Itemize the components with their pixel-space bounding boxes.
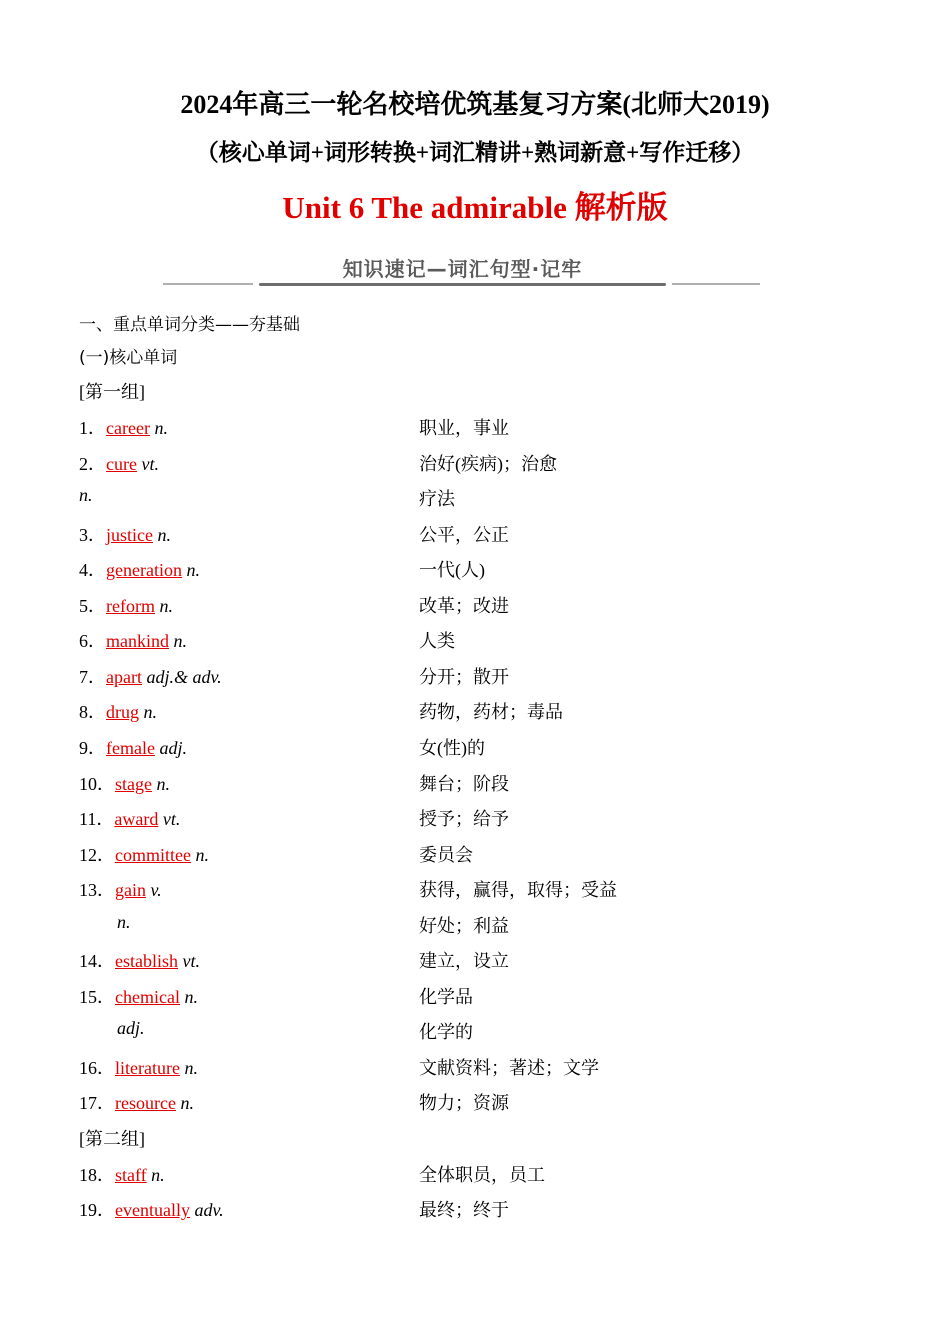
vocab-term bbox=[79, 414, 168, 440]
vocab-word: award bbox=[114, 809, 159, 829]
vocab-row bbox=[79, 734, 879, 762]
vocab-meaning: 物力；资源 bbox=[419, 1093, 509, 1113]
vocab-row bbox=[79, 1089, 879, 1117]
vocab-meaning: 文献资料；著述；文学 bbox=[419, 1058, 599, 1078]
vocab-word: cure bbox=[106, 454, 137, 474]
vocab-number: 11． bbox=[79, 809, 115, 829]
vocab-word: reform bbox=[106, 596, 155, 616]
vocab-word: female bbox=[106, 738, 155, 758]
banner-underline bbox=[259, 283, 666, 286]
vocab-row bbox=[79, 805, 879, 833]
vocab-term bbox=[79, 841, 209, 867]
vocab-number: 7． bbox=[79, 667, 106, 687]
section-subheading: (一)核心单词 bbox=[79, 348, 178, 368]
vocab-word: justice bbox=[106, 525, 153, 545]
vocab-word: apart bbox=[106, 667, 142, 687]
vocab-row bbox=[79, 698, 879, 726]
part-of-speech: n. bbox=[186, 560, 200, 580]
vocab-number: 5． bbox=[79, 596, 106, 616]
part-of-speech: vt. bbox=[141, 454, 159, 474]
vocab-term bbox=[79, 983, 198, 1009]
vocab-word: generation bbox=[106, 560, 182, 580]
part-of-speech: n. bbox=[79, 485, 93, 505]
vocab-term bbox=[79, 1089, 194, 1115]
vocab-word: gain bbox=[115, 880, 146, 900]
unit-title: Unit 6 The admirable 解析版 bbox=[282, 190, 668, 225]
vocab-row bbox=[79, 627, 879, 655]
vocab-meaning: 建立，设立 bbox=[419, 951, 509, 971]
vocab-number: 9． bbox=[79, 738, 106, 758]
vocab-word: resource bbox=[115, 1093, 176, 1113]
part-of-speech: n. bbox=[195, 845, 209, 865]
vocab-term bbox=[79, 698, 157, 724]
vocab-row bbox=[79, 947, 879, 975]
vocab-meaning: 化学的 bbox=[419, 1022, 473, 1042]
vocab-meaning: 人类 bbox=[419, 631, 455, 651]
vocab-number: 18． bbox=[79, 1165, 115, 1185]
vocab-term bbox=[79, 1161, 165, 1187]
vocab-number: 1． bbox=[79, 418, 106, 438]
vocab-meaning: 化学品 bbox=[419, 987, 473, 1007]
vocab-meaning: 改革；改进 bbox=[419, 596, 509, 616]
part-of-speech: adj.& adv. bbox=[146, 667, 222, 687]
vocab-number: 19． bbox=[79, 1200, 115, 1220]
vocab-word: drug bbox=[106, 702, 139, 722]
vocab-meaning: 职业，事业 bbox=[419, 418, 509, 438]
vocab-number: 13． bbox=[79, 880, 115, 900]
vocab-number: 2． bbox=[79, 454, 106, 474]
part-of-speech: n. bbox=[143, 702, 157, 722]
vocab-number: 10． bbox=[79, 774, 115, 794]
banner-right-rule bbox=[672, 283, 760, 285]
group-label-1: [第一组] bbox=[79, 382, 145, 402]
vocab-term bbox=[79, 947, 200, 973]
part-of-speech: adv. bbox=[194, 1200, 224, 1220]
vocab-meaning: 一代(人) bbox=[419, 560, 485, 580]
vocab-meaning: 最终；终于 bbox=[419, 1200, 509, 1220]
vocab-term bbox=[117, 1018, 145, 1039]
vocab-word: committee bbox=[115, 845, 191, 865]
vocab-term bbox=[79, 770, 170, 796]
banner-text: 知识速记—词汇句型·记牢 bbox=[342, 257, 583, 281]
part-of-speech: n. bbox=[156, 774, 170, 794]
part-of-speech: n. bbox=[180, 1093, 194, 1113]
vocab-term bbox=[79, 663, 222, 689]
part-of-speech: adj. bbox=[159, 738, 187, 758]
vocab-term bbox=[79, 556, 200, 582]
vocab-word: establish bbox=[115, 951, 178, 971]
vocab-row bbox=[79, 1054, 879, 1082]
vocab-row bbox=[79, 485, 879, 513]
vocab-word: chemical bbox=[115, 987, 180, 1007]
vocab-meaning: 药物，药材；毒品 bbox=[419, 702, 563, 722]
part-of-speech: n. bbox=[173, 631, 187, 651]
vocab-meaning: 治好(疾病)；治愈 bbox=[419, 454, 557, 474]
vocab-meaning: 获得，赢得，取得；受益 bbox=[419, 880, 617, 900]
part-of-speech: n. bbox=[151, 1165, 165, 1185]
vocab-meaning: 分开；散开 bbox=[419, 667, 509, 687]
vocab-number: 15． bbox=[79, 987, 115, 1007]
vocab-row bbox=[79, 592, 879, 620]
vocab-row bbox=[79, 1196, 879, 1224]
vocab-word: literature bbox=[115, 1058, 180, 1078]
part-of-speech: vt. bbox=[182, 951, 200, 971]
vocab-meaning: 女(性)的 bbox=[419, 738, 485, 758]
vocab-number: 8． bbox=[79, 702, 106, 722]
banner-center bbox=[259, 250, 666, 286]
vocab-term bbox=[79, 1196, 224, 1222]
vocab-number: 12． bbox=[79, 845, 115, 865]
vocab-meaning: 全体职员，员工 bbox=[419, 1165, 545, 1185]
vocab-row bbox=[79, 1161, 879, 1189]
vocab-number: 4． bbox=[79, 560, 106, 580]
vocab-meaning: 舞台；阶段 bbox=[419, 774, 509, 794]
document-subtitle: （核心单词+词形转换+词汇精讲+熟词新意+写作迁移） bbox=[195, 140, 755, 165]
vocab-number: 14． bbox=[79, 951, 115, 971]
banner-left-rule bbox=[163, 283, 253, 285]
vocab-term bbox=[79, 1054, 198, 1080]
vocab-row bbox=[79, 1018, 879, 1046]
vocab-term bbox=[117, 912, 131, 933]
vocab-meaning: 好处；利益 bbox=[419, 916, 509, 936]
vocab-word: eventually bbox=[115, 1200, 190, 1220]
vocab-number: 17． bbox=[79, 1093, 115, 1113]
part-of-speech: vt. bbox=[162, 809, 181, 829]
vocab-term bbox=[79, 734, 187, 760]
vocab-term bbox=[79, 485, 93, 506]
section-heading: 一、重点单词分类——夯基础 bbox=[79, 315, 300, 335]
vocab-meaning: 授予；给予 bbox=[419, 809, 509, 829]
vocab-number: 6． bbox=[79, 631, 106, 651]
vocab-number: 3． bbox=[79, 525, 106, 545]
vocab-meaning: 委员会 bbox=[419, 845, 473, 865]
section-banner bbox=[163, 250, 760, 290]
group-label-2: [第二组] bbox=[79, 1129, 145, 1149]
part-of-speech: n. bbox=[117, 912, 131, 932]
vocab-row bbox=[79, 983, 879, 1011]
vocab-number: 16． bbox=[79, 1058, 115, 1078]
vocab-meaning: 公平，公正 bbox=[419, 525, 509, 545]
vocab-row bbox=[79, 770, 879, 798]
vocab-row bbox=[79, 556, 879, 584]
document-title: 2024年高三一轮名校培优筑基复习方案(北师大2019) bbox=[180, 90, 770, 119]
vocab-word: stage bbox=[115, 774, 152, 794]
vocab-row bbox=[79, 876, 879, 904]
vocab-term bbox=[79, 627, 187, 653]
vocab-term bbox=[79, 450, 159, 476]
vocab-row bbox=[79, 521, 879, 549]
vocab-word: mankind bbox=[106, 631, 169, 651]
part-of-speech: n. bbox=[184, 1058, 198, 1078]
vocab-term bbox=[79, 521, 171, 547]
vocab-term bbox=[79, 805, 180, 831]
part-of-speech: adj. bbox=[117, 1018, 145, 1038]
vocab-row bbox=[79, 841, 879, 869]
vocab-row bbox=[79, 912, 879, 940]
vocab-row bbox=[79, 414, 879, 442]
part-of-speech: n. bbox=[154, 418, 168, 438]
vocab-row bbox=[79, 663, 879, 691]
vocab-word: career bbox=[106, 418, 150, 438]
part-of-speech: v. bbox=[150, 880, 162, 900]
part-of-speech: n. bbox=[159, 596, 173, 616]
vocab-term bbox=[79, 592, 173, 618]
vocab-row bbox=[79, 450, 879, 478]
part-of-speech: n. bbox=[157, 525, 171, 545]
vocab-term bbox=[79, 876, 162, 902]
vocab-word: staff bbox=[115, 1165, 147, 1185]
vocab-meaning: 疗法 bbox=[419, 489, 455, 509]
part-of-speech: n. bbox=[184, 987, 198, 1007]
